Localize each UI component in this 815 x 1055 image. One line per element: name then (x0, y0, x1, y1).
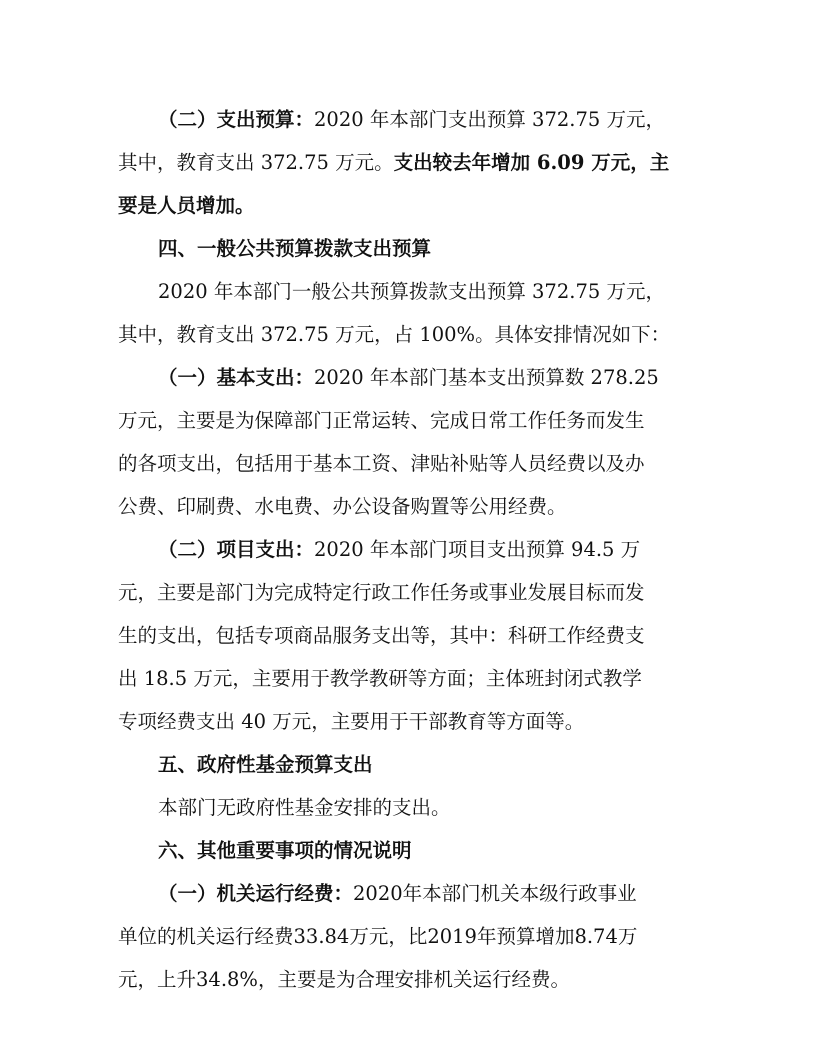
basic-expense-line-1: （一）基本支出：2020 年本部门基本支出预算数 278.25 (158, 366, 659, 389)
general-budget-para-line-2: 其中，教育支出 372.75 万元，占 100%。具体安排情况如下： (118, 323, 671, 346)
project-expense-line-1: （二）项目支出：2020 年本部门项目支出预算 94.5 万 (158, 538, 641, 561)
general-budget-para-line-1: 2020 年本部门一般公共预算拨款支出预算 372.75 万元， (158, 280, 665, 303)
expense-budget-line-1: （二）支出预算：2020 年本部门支出预算 372.75 万元， (158, 108, 665, 131)
expense-budget-label: （二）支出预算： (158, 108, 315, 131)
operation-cost-line-1: （一）机关运行经费：2020年本部门机关本级行政事业 (158, 882, 637, 905)
operation-cost-label: （一）机关运行经费： (158, 882, 354, 905)
section-heading-5: 五、政府性基金预算支出 (158, 753, 373, 776)
expense-budget-line-2: 其中，教育支出 372.75 万元。支出较去年增加 6.09 万元，主 (118, 151, 670, 174)
operation-cost-line-2: 单位的机关运行经费33.84万元，比2019年预算增加8.74万 (118, 925, 638, 948)
fund-budget-para: 本部门无政府性基金安排的支出。 (158, 796, 451, 819)
project-expense-line-2: 元，主要是部门为完成特定行政工作任务或事业发展目标而发 (118, 581, 645, 604)
project-expense-line-3: 生的支出，包括专项商品服务支出等，其中：科研工作经费支 (118, 624, 645, 647)
expense-budget-line-3: 要是人员增加。 (118, 194, 255, 217)
basic-expense-label: （一）基本支出： (158, 366, 315, 389)
project-expense-line-4: 出 18.5 万元，主要用于教学教研等方面；主体班封闭式教学 (118, 667, 642, 690)
basic-expense-line-3: 的各项支出，包括用于基本工资、津贴补贴等人员经费以及办 (118, 452, 645, 475)
section-heading-4: 四、一般公共预算拨款支出预算 (158, 237, 432, 260)
operation-cost-line-3: 元，上升34.8%，主要是为合理安排机关运行经费。 (118, 968, 570, 991)
project-expense-label: （二）项目支出： (158, 538, 315, 561)
basic-expense-line-2: 万元，主要是为保障部门正常运转、完成日常工作任务而发生 (118, 409, 645, 432)
basic-expense-line-4: 公费、印刷费、水电费、办公设备购置等公用经费。 (118, 495, 567, 518)
project-expense-line-5: 专项经费支出 40 万元，主要用于干部教育等方面等。 (118, 710, 585, 733)
section-heading-6: 六、其他重要事项的情况说明 (158, 839, 412, 862)
